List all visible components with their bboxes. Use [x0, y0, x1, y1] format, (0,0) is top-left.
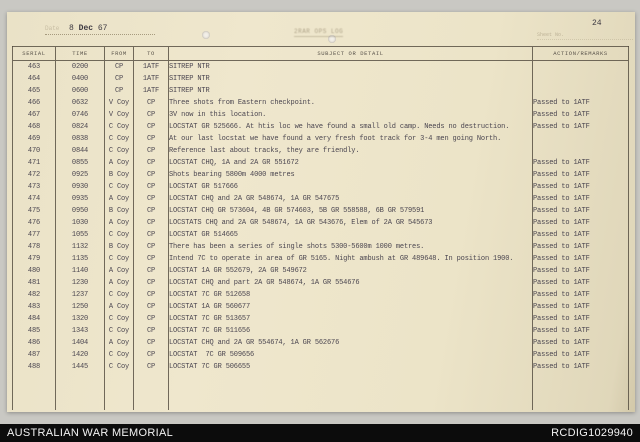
- cell-time: 1055: [56, 229, 105, 241]
- cell-to: CP: [134, 109, 169, 121]
- cell-action: Passed to 1ATF: [533, 97, 629, 109]
- cell-from: V Coy: [105, 97, 134, 109]
- cell-action: [533, 73, 629, 85]
- cell-from: A Coy: [105, 217, 134, 229]
- table-row: [13, 241, 629, 253]
- cell-action: Passed to 1ATF: [533, 325, 629, 337]
- archive-title: AUSTRALIAN WAR MEMORIAL: [7, 427, 174, 439]
- cell-subject: LOCSTAT CHQ and part 2A GR 548674, 1A GR 554676: [169, 277, 533, 289]
- cell-time: 1445: [56, 361, 105, 373]
- cell-action: Passed to 1ATF: [533, 253, 629, 265]
- cell-serial: 477: [27, 231, 41, 239]
- empty-cell: [13, 373, 56, 410]
- date-label: Date: [45, 25, 60, 32]
- cell-to: CP: [134, 289, 169, 301]
- table-row: [13, 253, 629, 265]
- table-row: [13, 229, 629, 241]
- cell-from: B Coy: [105, 241, 134, 253]
- cell-to: CP: [134, 277, 169, 289]
- table-row: [13, 361, 629, 373]
- table-row: [13, 301, 629, 313]
- header-subject: SUBJECT OR DETAIL: [169, 47, 533, 61]
- cell-to: CP: [134, 253, 169, 265]
- punch-hole: [202, 31, 210, 39]
- cell-from: C Coy: [105, 181, 134, 193]
- table-row: [13, 349, 629, 361]
- cell-subject: LOCSTAT CHQ and 2A GR 554674, 1A GR 562676: [169, 337, 533, 349]
- cell-action: Passed to 1ATF: [533, 205, 629, 217]
- cell-from: B Coy: [105, 205, 134, 217]
- cell-to: 1ATF: [134, 61, 169, 74]
- cell-time: 1343: [56, 325, 105, 337]
- cell-from: A Coy: [105, 157, 134, 169]
- date-month-stamp: Dec: [78, 24, 94, 33]
- cell-time: 0600: [56, 85, 105, 97]
- cell-subject: LOCSTAT CHQ and 2A GR 548674, 1A GR 547675: [169, 193, 533, 205]
- cell-time: 0844: [56, 145, 105, 157]
- cell-action: Passed to 1ATF: [533, 301, 629, 313]
- cell-serial: 474: [27, 195, 41, 203]
- viewer-footer-bar: [0, 424, 640, 442]
- cell-to: CP: [134, 313, 169, 325]
- cell-from: C Coy: [105, 229, 134, 241]
- cell-to: 1ATF: [134, 73, 169, 85]
- cell-subject: Reference last about tracks, they are friendly.: [169, 145, 533, 157]
- cell-action: Passed to 1ATF: [533, 169, 629, 181]
- cell-action: Passed to 1ATF: [533, 265, 629, 277]
- cell-serial: 484: [27, 315, 41, 323]
- cell-from: V Coy: [105, 109, 134, 121]
- cell-serial: 475: [27, 207, 41, 215]
- cell-to: CP: [134, 157, 169, 169]
- table-row: [13, 277, 629, 289]
- cell-serial: 476: [27, 219, 41, 227]
- cell-action: [533, 61, 629, 74]
- cell-to: CP: [134, 205, 169, 217]
- date-field: [45, 24, 155, 35]
- table-row: [13, 325, 629, 337]
- cell-action: Passed to 1ATF: [533, 289, 629, 301]
- cell-subject: LOCSTAT GR 525666. At htis loc we have found a small old camp. Needs no destruction.: [169, 121, 533, 133]
- cell-time: 1140: [56, 265, 105, 277]
- cell-to: CP: [134, 301, 169, 313]
- empty-cell: [56, 373, 105, 410]
- cell-serial: 482: [27, 291, 41, 299]
- header-from: FROM: [105, 47, 134, 61]
- table-row: [13, 133, 629, 145]
- cell-time: 1404: [56, 337, 105, 349]
- cell-from: A Coy: [105, 337, 134, 349]
- cell-serial: 465: [27, 87, 41, 95]
- cell-time: 0200: [56, 61, 105, 74]
- cell-serial: 463: [27, 63, 41, 71]
- cell-action: Passed to 1ATF: [533, 313, 629, 325]
- cell-to: CP: [134, 361, 169, 373]
- cell-time: 1135: [56, 253, 105, 265]
- cell-time: 1250: [56, 301, 105, 313]
- cell-action: Passed to 1ATF: [533, 193, 629, 205]
- cell-serial: 488: [27, 363, 41, 371]
- cell-action: Passed to 1ATF: [533, 277, 629, 289]
- table-row: [13, 145, 629, 157]
- empty-cell: [169, 373, 533, 410]
- record-id: RCDIG1029940: [551, 427, 633, 439]
- cell-subject: SITREP NTR: [169, 85, 533, 97]
- cell-time: 1030: [56, 217, 105, 229]
- cell-time: 1420: [56, 349, 105, 361]
- table-row: [13, 289, 629, 301]
- cell-subject: LOCSTAT GR 517666: [169, 181, 533, 193]
- cell-action: [533, 85, 629, 97]
- cell-from: C Coy: [105, 349, 134, 361]
- cell-subject: LOCSTAT GR 514665: [169, 229, 533, 241]
- table-row: [13, 313, 629, 325]
- cell-serial: 485: [27, 327, 41, 335]
- cell-subject: LOCSTAT 1A GR 552679, 2A GR 549672: [169, 265, 533, 277]
- cell-time: 0400: [56, 73, 105, 85]
- cell-to: CP: [134, 193, 169, 205]
- cell-action: Passed to 1ATF: [533, 217, 629, 229]
- cell-time: 0824: [56, 121, 105, 133]
- table-row: [13, 193, 629, 205]
- cell-subject: Three shots from Eastern checkpoint.: [169, 97, 533, 109]
- date-day: 8: [69, 24, 74, 33]
- cell-serial: 478: [27, 243, 41, 251]
- cell-to: CP: [134, 325, 169, 337]
- cell-serial: 467: [27, 111, 41, 119]
- cell-time: 0925: [56, 169, 105, 181]
- cell-subject: LOCSTAT 7C GR 506655: [169, 361, 533, 373]
- cell-subject: There has been a series of single shots 5300-5600m 1000 metres.: [169, 241, 533, 253]
- sheet-label: Sheet No.: [537, 32, 565, 38]
- table-row: [13, 181, 629, 193]
- cell-serial: 473: [27, 183, 41, 191]
- cell-from: C Coy: [105, 253, 134, 265]
- cell-action: Passed to 1ATF: [533, 181, 629, 193]
- page-number: 24: [592, 19, 602, 28]
- cell-action: Passed to 1ATF: [533, 337, 629, 349]
- cell-from: C Coy: [105, 361, 134, 373]
- cell-serial: 472: [27, 171, 41, 179]
- table-row: [13, 205, 629, 217]
- cell-from: C Coy: [105, 313, 134, 325]
- cell-action: [533, 145, 629, 157]
- empty-cell: [134, 373, 169, 410]
- cell-from: C Coy: [105, 133, 134, 145]
- cell-serial: 466: [27, 99, 41, 107]
- log-table-body: [13, 61, 629, 411]
- cell-action: Passed to 1ATF: [533, 121, 629, 133]
- cell-from: C Coy: [105, 325, 134, 337]
- cell-to: CP: [134, 121, 169, 133]
- cell-subject: LOCSTAT CHQ GR 573604, 4B GR 574603, 5B GR 558588, 6B GR 579591: [169, 205, 533, 217]
- cell-subject: Shots bearing 5800m 4000 metres: [169, 169, 533, 181]
- cell-time: 0935: [56, 193, 105, 205]
- cell-subject: LOCSTAT 7C GR 509656: [169, 349, 533, 361]
- cell-serial: 486: [27, 339, 41, 347]
- cell-action: Passed to 1ATF: [533, 109, 629, 121]
- cell-from: A Coy: [105, 265, 134, 277]
- cell-action: Passed to 1ATF: [533, 241, 629, 253]
- cell-action: Passed to 1ATF: [533, 361, 629, 373]
- cell-serial: 479: [27, 255, 41, 263]
- header-serial: SERIAL: [13, 47, 56, 61]
- table-row: [13, 157, 629, 169]
- cell-to: CP: [134, 337, 169, 349]
- cell-time: 0855: [56, 157, 105, 169]
- paper-sheet: [7, 12, 635, 412]
- empty-cell: [105, 373, 134, 410]
- table-row: [13, 265, 629, 277]
- unit-stamp: 2RAR OPS LOG: [294, 28, 344, 35]
- header-to: TO: [134, 47, 169, 61]
- cell-from: C Coy: [105, 121, 134, 133]
- cell-to: CP: [134, 241, 169, 253]
- cell-from: B Coy: [105, 169, 134, 181]
- table-row: [13, 73, 629, 85]
- cell-from: A Coy: [105, 301, 134, 313]
- cell-time: 1320: [56, 313, 105, 325]
- cell-action: [533, 133, 629, 145]
- cell-subject: SITREP NTR: [169, 73, 533, 85]
- cell-subject: LOCSTAT 1A GR 560677: [169, 301, 533, 313]
- cell-to: CP: [134, 349, 169, 361]
- table-row: [13, 109, 629, 121]
- cell-to: CP: [134, 181, 169, 193]
- cell-to: CP: [134, 145, 169, 157]
- cell-from: CP: [105, 85, 134, 97]
- cell-to: CP: [134, 133, 169, 145]
- table-row: [13, 85, 629, 97]
- cell-subject: LOCSTAT 7C GR 513657: [169, 313, 533, 325]
- empty-row: [13, 373, 629, 410]
- header-time: TIME: [56, 47, 105, 61]
- cell-from: A Coy: [105, 193, 134, 205]
- cell-time: 0930: [56, 181, 105, 193]
- cell-serial: 480: [27, 267, 41, 275]
- cell-subject: LOCSTAT 7C GR 512658: [169, 289, 533, 301]
- cell-from: C Coy: [105, 289, 134, 301]
- cell-subject: LOCSTAT CHQ, 1A and 2A GR 551672: [169, 157, 533, 169]
- cell-subject: Intend 7C to operate in area of GR 5165. Night ambush at GR 489648. In position 1900.: [169, 253, 533, 265]
- cell-serial: 481: [27, 279, 41, 287]
- cell-action: Passed to 1ATF: [533, 229, 629, 241]
- cell-subject: LOCSTAT 7C GR 511656: [169, 325, 533, 337]
- cell-to: CP: [134, 265, 169, 277]
- table-row: [13, 97, 629, 109]
- cell-to: CP: [134, 229, 169, 241]
- cell-subject: SITREP NTR: [169, 61, 533, 74]
- cell-time: 0746: [56, 109, 105, 121]
- table-row: [13, 61, 629, 74]
- cell-time: 1132: [56, 241, 105, 253]
- cell-serial: 469: [27, 135, 41, 143]
- cell-subject: At our last locstat we have found a very fresh foot track for 3-4 men going North.: [169, 133, 533, 145]
- log-table: [12, 46, 629, 410]
- date-year: 67: [97, 24, 108, 33]
- cell-action: Passed to 1ATF: [533, 157, 629, 169]
- cell-from: CP: [105, 73, 134, 85]
- cell-from: CP: [105, 61, 134, 74]
- cell-from: C Coy: [105, 145, 134, 157]
- table-row: [13, 121, 629, 133]
- empty-cell: [533, 373, 629, 410]
- cell-serial: 483: [27, 303, 41, 311]
- cell-to: 1ATF: [134, 85, 169, 97]
- cell-time: 0950: [56, 205, 105, 217]
- cell-serial: 487: [27, 351, 41, 359]
- cell-subject: 3V now in this location.: [169, 109, 533, 121]
- cell-to: CP: [134, 97, 169, 109]
- cell-serial: 468: [27, 123, 41, 131]
- header-action: ACTION/REMARKS: [533, 47, 629, 61]
- cell-from: A Coy: [105, 277, 134, 289]
- cell-action: Passed to 1ATF: [533, 349, 629, 361]
- cell-serial: 464: [27, 75, 41, 83]
- cell-to: CP: [134, 169, 169, 181]
- cell-to: CP: [134, 217, 169, 229]
- table-header-row: [13, 47, 629, 61]
- table-row: [13, 169, 629, 181]
- table-row: [13, 217, 629, 229]
- cell-time: 1237: [56, 289, 105, 301]
- table-row: [13, 337, 629, 349]
- cell-subject: LOCSTATS CHQ and 2A GR 548674, 1A GR 543676, Elem of 2A GR 545673: [169, 217, 533, 229]
- cell-time: 0632: [56, 97, 105, 109]
- sheet-number-line: [537, 32, 633, 40]
- cell-serial: 471: [27, 159, 41, 167]
- cell-time: 1230: [56, 277, 105, 289]
- cell-serial: 470: [27, 147, 41, 155]
- cell-time: 0838: [56, 133, 105, 145]
